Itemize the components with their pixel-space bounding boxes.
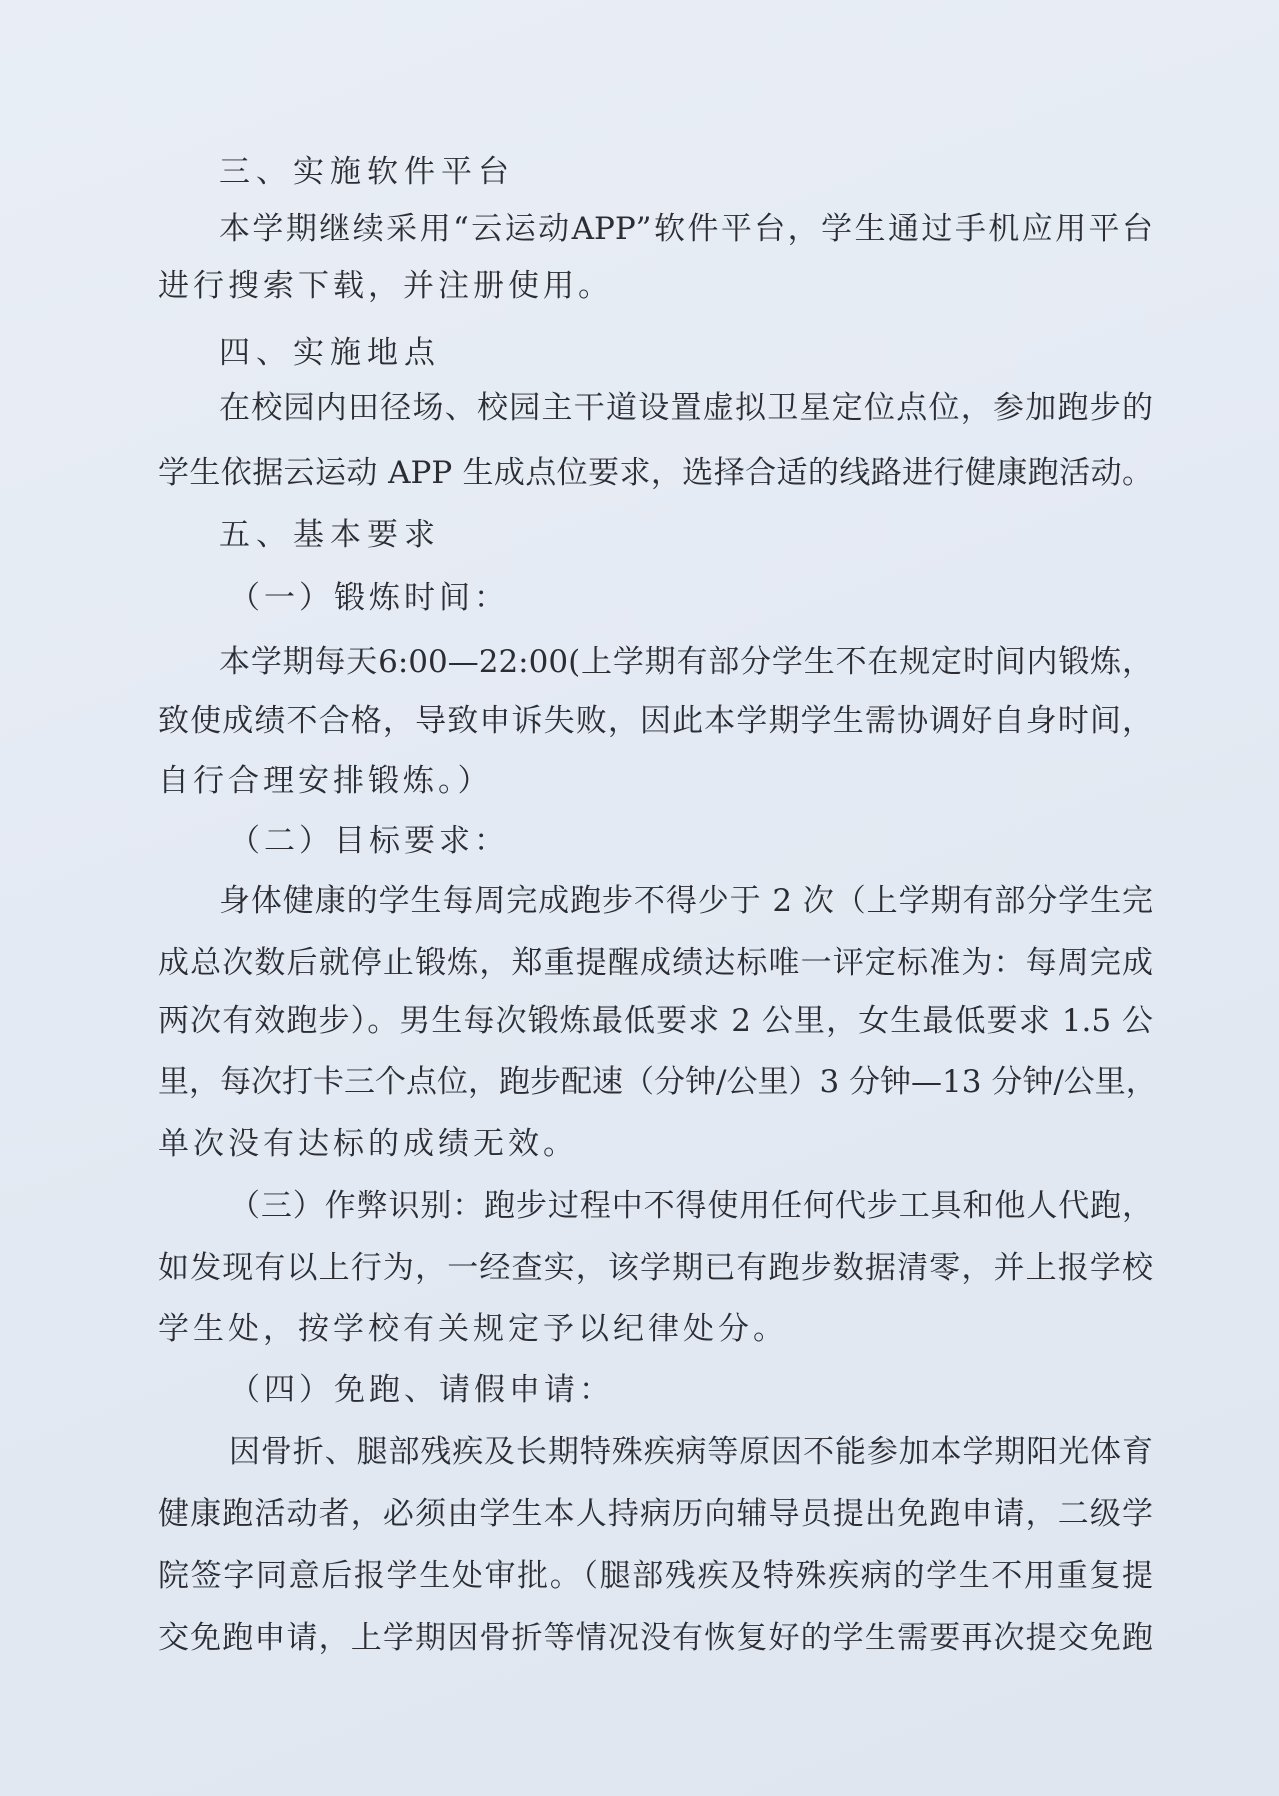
subheading-exercise-time: （一）锻炼时间： <box>229 580 509 616</box>
subheading-exemption-leave: （四）免跑、请假申请： <box>229 1372 614 1408</box>
paragraph-line: 健康跑活动者，必须由学生本人持病历向辅导员提出免跑申请，二级学 <box>158 1496 1153 1532</box>
paragraph-line: 单次没有达标的成绩无效。 <box>158 1126 578 1162</box>
paragraph-line: 学生依据云运动 APP 生成点位要求，选择合适的线路进行健康跑活动。 <box>158 455 1153 491</box>
paragraph-line: 致使成绩不合格，导致申诉失败，因此本学期学生需协调好自身时间， <box>158 703 1153 739</box>
paragraph-line: 如发现有以上行为，一经查实，该学期已有跑步数据清零，并上报学校 <box>158 1250 1153 1286</box>
paragraph-line: 学生处，按学校有关规定予以纪律处分。 <box>158 1311 788 1347</box>
heading-basic-requirements: 五、基本要求 <box>219 517 441 553</box>
paragraph-line: 在校园内田径场、校园主干道设置虚拟卫星定位点位，参加跑步的 <box>219 390 1153 426</box>
paragraph-line: 成总次数后就停止锻炼，郑重提醒成绩达标唯一评定标准为：每周完成 <box>158 945 1153 981</box>
subheading-target-requirements: （二）目标要求： <box>229 823 509 859</box>
paragraph-line: 里，每次打卡三个点位，跑步配速（分钟/公里）3 分钟—13 分钟/公里， <box>158 1064 1157 1100</box>
paragraph-line: 自行合理安排锻炼。） <box>158 763 493 799</box>
paragraph-line: 本学期继续采用“云运动APP”软件平台，学生通过手机应用平台 <box>219 211 1153 247</box>
paragraph-line: 进行搜索下载，并注册使用。 <box>158 268 613 304</box>
paragraph-line: 本学期每天6:00—22:00(上学期有部分学生不在规定时间内锻炼， <box>219 644 1153 680</box>
paragraph-line: 两次有效跑步）。男生每次锻炼最低要求 2 公里，女生最低要求 1.5 公 <box>158 1003 1153 1039</box>
paragraph-line: 因骨折、腿部残疾及长期特殊疾病等原因不能参加本学期阳光体育 <box>229 1434 1153 1470</box>
subheading-cheating-detection: （三）作弊识别：跑步过程中不得使用任何代步工具和他人代跑， <box>229 1188 1153 1224</box>
paragraph-line: 交免跑申请，上学期因骨折等情况没有恢复好的学生需要再次提交免跑 <box>158 1620 1153 1656</box>
heading-software-platform: 三、实施软件平台 <box>219 154 515 190</box>
heading-location: 四、实施地点 <box>219 335 441 371</box>
paragraph-line: 身体健康的学生每周完成跑步不得少于 2 次（上学期有部分学生完 <box>219 883 1153 919</box>
paragraph-line: 院签字同意后报学生处审批。（腿部残疾及特殊疾病的学生不用重复提 <box>158 1558 1153 1594</box>
